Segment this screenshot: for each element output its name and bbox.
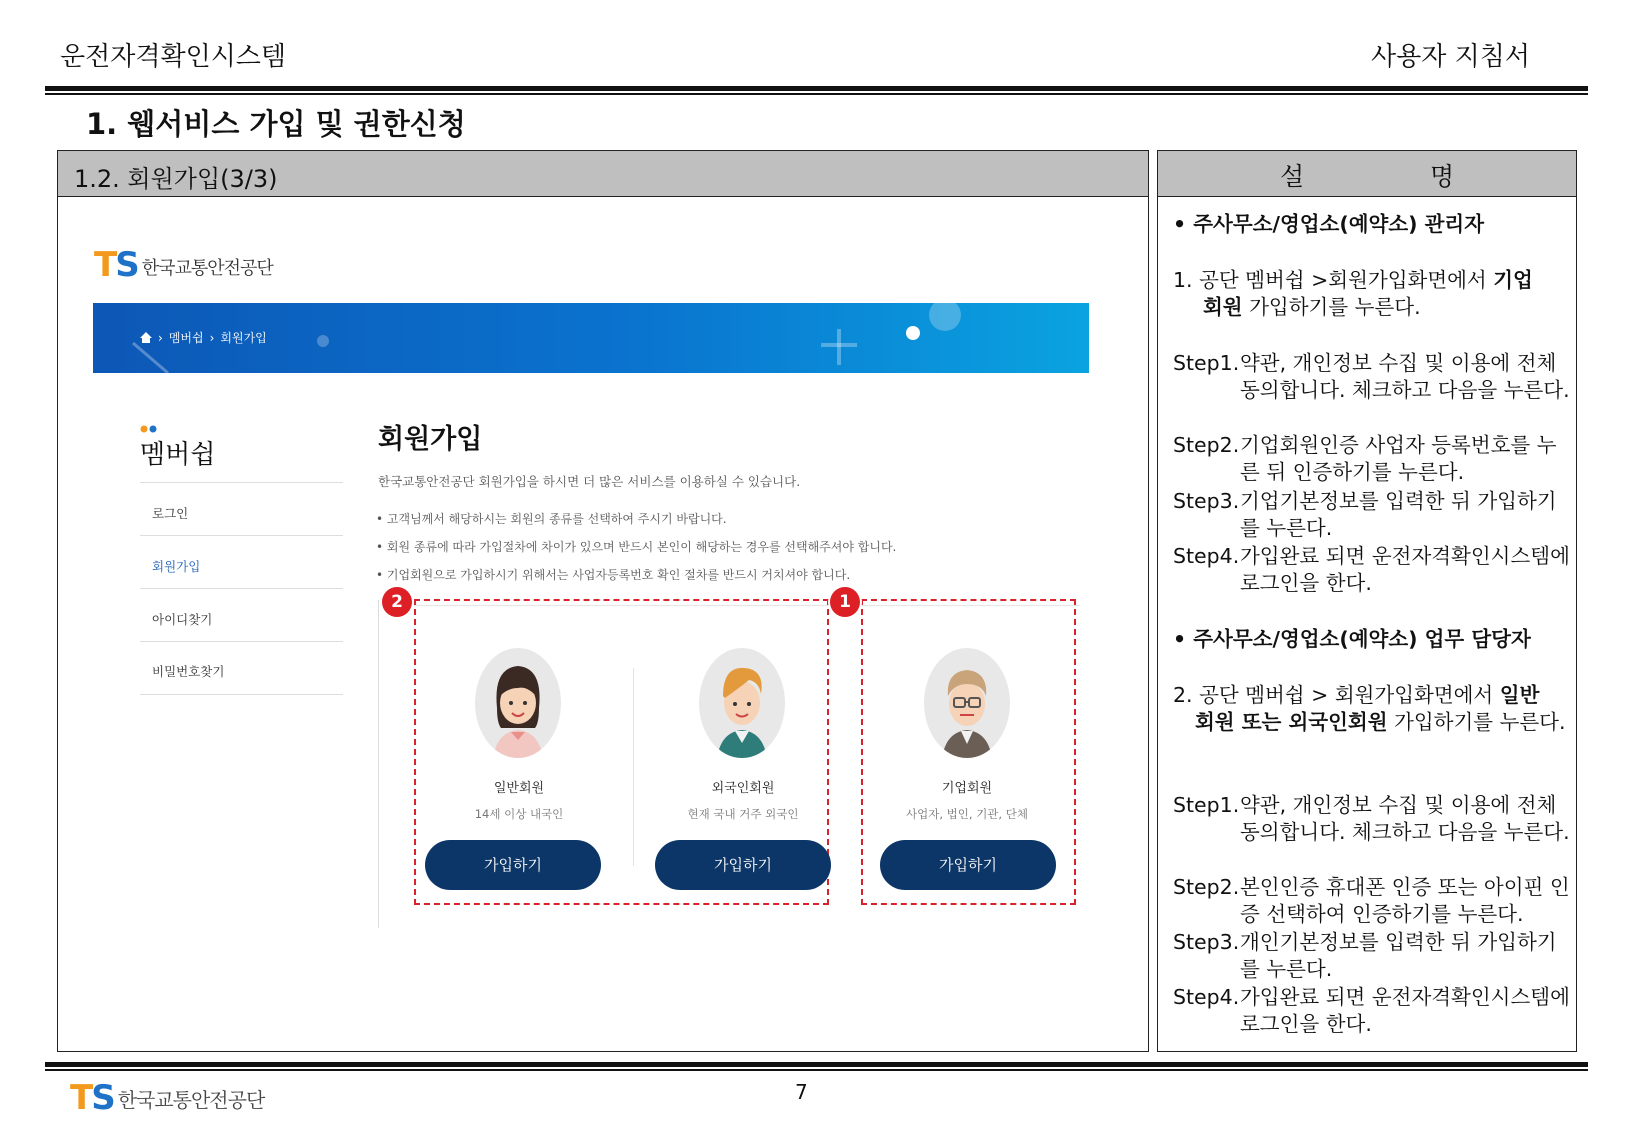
sidebar-item-find-id[interactable]: 아이디찾기 — [152, 612, 213, 627]
section2-step: Step2.본인인증 휴대폰 인증 또는 아이핀 인증 선택하여 인증하기를 누른다. — [1173, 875, 1570, 926]
description-heading-char: 명 — [1430, 162, 1455, 191]
card-title-corporate: 기업회원 — [941, 781, 993, 796]
site-logo-text: 한국교통안전공단 — [141, 258, 273, 279]
card-subtitle-general: 14세 이상 내국인 — [474, 807, 564, 821]
section2-title: • 주사무소/영업소(예약소) 업무 담당자 — [1173, 627, 1531, 651]
section-title: 1. 웹서비스 가입 및 권한신청 — [86, 107, 466, 141]
header-rule-thin — [45, 93, 1588, 95]
section2-step: Step1.약관, 개인정보 수집 및 이용에 전체 동의합니다. 체크하고 다음을 누른다. — [1173, 793, 1570, 844]
section2-intro: 2. 공단 멤버쉽 > 회원가입화면에서 일반 회원 또는 외국인회원 가입하기를 누른다. — [1173, 683, 1566, 734]
notice-bullet: • 회원 종류에 따라 가입절차에 차이가 있으며 반드시 본인이 해당하는 경우를 선택해주셔야 합니다. — [376, 540, 897, 554]
section1-step: Step3.기업기본정보를 입력한 뒤 가입하기를 누른다. — [1173, 489, 1557, 540]
breadcrumb-separator: › — [158, 330, 163, 345]
notice-bullet: • 기업회원으로 가입하시기 위해서는 사업자등록번호 확인 절차를 반드시 거치셔야 합니다. — [376, 568, 851, 582]
home-icon[interactable] — [140, 332, 152, 343]
ts-logo-mark: TS — [94, 245, 138, 285]
section1-step: Step4.가입완료 되면 운전자격확인시스템에 로그인을 한다. — [1173, 544, 1570, 595]
sidebar-divider — [140, 535, 343, 536]
card-title-foreign: 외국인회원 — [711, 781, 775, 796]
section1-title: • 주사무소/영업소(예약소) 관리자 — [1173, 212, 1485, 236]
join-corporate-button[interactable]: 가입하기 — [880, 840, 1056, 890]
sidebar-title: 멤버쉽 — [140, 440, 216, 470]
join-general-button[interactable]: 가입하기 — [425, 840, 601, 890]
content-divider — [378, 600, 379, 928]
breadcrumb-item-membership[interactable]: 멤버쉽 — [168, 331, 204, 345]
card-subtitle-corporate: 사업자, 법인, 기관, 단체 — [906, 807, 1028, 821]
general-member-avatar — [475, 648, 561, 758]
doc-header-title: 운전자격확인시스템 — [60, 42, 287, 72]
section1-intro: 1. 공단 멤버쉽 >회원가입화면에서 기업 회원 가입하기를 누른다. — [1173, 268, 1533, 319]
site-logo[interactable] — [94, 245, 273, 285]
notice-bullet: • 고객님께서 해당하시는 회원의 종류를 선택하여 주시기 바랍니다. — [376, 512, 727, 526]
screenshot-panel-heading: 1.2. 회원가입(3/3) — [57, 150, 1149, 197]
sidebar-divider — [140, 482, 343, 483]
section1-step: Step2.기업회원인증 사업자 등록번호를 누른 뒤 인증하기를 누른다. — [1173, 433, 1557, 484]
description-panel-heading — [1157, 150, 1577, 197]
sidebar-item-find-password[interactable]: 비밀번호찾기 — [152, 664, 225, 679]
breadcrumb-separator: › — [209, 330, 215, 345]
card-subtitle-foreign: 현재 국내 거주 외국인 — [687, 807, 799, 821]
page-number: 7 — [795, 1080, 808, 1104]
footer-rule — [45, 1062, 1588, 1067]
page-title: 회원가입 — [378, 424, 483, 455]
section1-step: Step1.약관, 개인정보 수집 및 이용에 전체 동의합니다. 체크하고 다음을 누른다. — [1173, 351, 1570, 402]
foreign-member-avatar — [699, 648, 785, 758]
ts-logo-mark: TS — [70, 1078, 114, 1118]
corporate-member-avatar — [924, 648, 1010, 758]
doc-header-subtitle: 사용자 지침서 — [1371, 42, 1530, 72]
join-foreign-button[interactable]: 가입하기 — [655, 840, 831, 890]
callout-badge-2: 2 — [382, 587, 412, 617]
sidebar-divider — [140, 694, 343, 695]
sidebar-item-login[interactable]: 로그인 — [152, 506, 189, 521]
sidebar-divider — [140, 641, 343, 642]
callout-badge-1: 1 — [830, 587, 860, 617]
footer-logo — [70, 1078, 265, 1118]
page-description: 한국교통안전공단 회원가입을 하시면 더 많은 서비스를 이용하실 수 있습니다. — [378, 474, 801, 489]
card-title-general: 일반회원 — [493, 781, 545, 796]
section2-step: Step3.개인기본정보를 입력한 뒤 가입하기를 누른다. — [1173, 930, 1557, 981]
footer-rule-thin — [45, 1069, 1588, 1071]
section2-step: Step4.가입완료 되면 운전자격확인시스템에 로그인을 한다. — [1173, 985, 1570, 1036]
header-rule — [45, 86, 1588, 91]
footer-logo-text: 한국교통안전공단 — [117, 1088, 265, 1112]
sidebar-item-signup[interactable]: 회원가입 — [152, 559, 201, 574]
description-heading-char: 설 — [1280, 162, 1305, 191]
sidebar-divider — [140, 588, 343, 589]
breadcrumb — [140, 329, 267, 346]
breadcrumb-item-signup[interactable]: 회원가입 — [220, 331, 267, 345]
